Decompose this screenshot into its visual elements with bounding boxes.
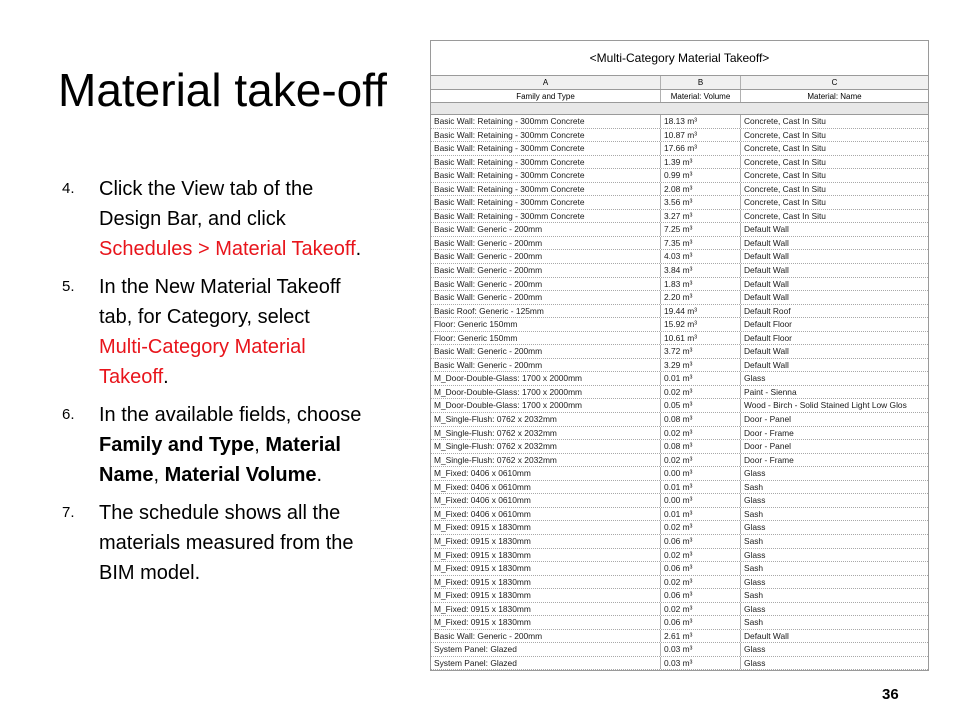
cell-material-name: Sash [744,563,764,574]
cell-volume: 17.66 m³ [661,142,741,155]
cell-material-name: Concrete, Cast In Situ [744,116,826,126]
step-number: 6. [62,406,75,423]
table-row [431,535,928,549]
cell-material-name: Door - Frame [744,427,794,438]
cell-family-type: Basic Wall: Generic - 200mm [431,345,661,358]
cell-volume: 3.29 m³ [661,359,741,372]
table-row [431,657,928,671]
cell-volume: 4.03 m³ [661,250,741,263]
table-row [431,386,928,400]
cell-volume: 2.08 m³ [661,183,741,196]
table-row [431,305,928,319]
table-row [431,278,928,292]
table-row [431,630,928,644]
cell-family-type: M_Door-Double-Glass: 1700 x 2000mm [431,386,661,399]
table-row [431,454,928,468]
column-letter: B [661,76,741,89]
cell-volume: 0.06 m³ [661,589,741,602]
table-row [431,250,928,264]
step-text: . [163,366,169,388]
cell-volume: 0.03 m³ [661,657,741,670]
cell-family-type: M_Fixed: 0406 x 0610mm [431,467,661,480]
table-row [431,643,928,657]
cell-family-type: M_Door-Double-Glass: 1700 x 2000mm [431,399,661,412]
cell-material-name: Glass [744,576,766,587]
cell-volume: 1.83 m³ [661,278,741,291]
cell-material-name: Default Wall [744,278,789,289]
cell-material-name: Glass [744,644,766,655]
cell-material-name: Concrete, Cast In Situ [744,183,826,194]
cell-volume: 3.84 m³ [661,264,741,277]
column-letter-row [431,76,928,90]
table-row [431,142,928,156]
table-row [431,440,928,454]
cell-material-name: Default Wall [744,630,789,641]
cell-volume: 0.02 m³ [661,603,741,616]
table-row [431,603,928,617]
table-row [431,210,928,224]
highlight-text: Schedules > Material Takeoff [99,238,356,260]
cell-material-name: Default Wall [744,251,789,262]
cell-family-type: M_Fixed: 0915 x 1830mm [431,535,661,548]
cell-volume: 0.99 m³ [661,169,741,182]
cell-family-type: Floor: Generic 150mm [431,332,661,345]
table-row [431,359,928,373]
cell-family-type: Basic Wall: Retaining - 300mm Concrete [431,210,661,223]
cell-family-type: Basic Wall: Generic - 200mm [431,237,661,250]
cell-volume: 0.02 m³ [661,549,741,562]
cell-material-name: Concrete, Cast In Situ [744,129,826,140]
schedule-body [431,115,928,670]
cell-volume: 18.13 m³ [661,115,741,128]
cell-material-name: Paint - Sienna [744,386,797,397]
cell-volume: 0.01 m³ [661,372,741,385]
cell-volume: 0.08 m³ [661,440,741,453]
cell-material-name: Default Wall [744,265,789,276]
cell-volume: 7.35 m³ [661,237,741,250]
cell-material-name: Default Wall [744,346,789,357]
cell-material-name: Glass [744,657,766,668]
cell-family-type: Basic Wall: Retaining - 300mm Concrete [431,115,661,128]
table-row [431,562,928,576]
cell-material-name: Concrete, Cast In Situ [744,170,826,181]
cell-family-type: M_Fixed: 0406 x 0610mm [431,481,661,494]
cell-family-type: M_Fixed: 0406 x 0610mm [431,494,661,507]
cell-material-name: Glass [744,373,766,384]
material-takeoff-schedule [430,40,929,671]
cell-family-type: System Panel: Glazed [431,643,661,656]
cell-material-name: Default Floor [744,319,792,330]
cell-volume: 0.08 m³ [661,413,741,426]
column-header-family-type: Family and Type [431,90,661,102]
table-row [431,332,928,346]
instruction-step [62,272,362,392]
cell-family-type: M_Single-Flush: 0762 x 2032mm [431,440,661,453]
table-row [431,576,928,590]
cell-volume: 0.02 m³ [661,386,741,399]
instruction-step [62,400,362,490]
step-text: Click the View tab of the Design Bar, and click [99,178,314,230]
table-row [431,521,928,535]
cell-volume: 10.61 m³ [661,332,741,345]
cell-volume: 0.06 m³ [661,616,741,629]
cell-family-type: Basic Wall: Retaining - 300mm Concrete [431,183,661,196]
cell-family-type: Floor: Generic 150mm [431,318,661,331]
instruction-list [62,174,362,596]
table-row [431,589,928,603]
cell-volume: 19.44 m³ [661,305,741,318]
cell-volume: 0.02 m³ [661,521,741,534]
cell-family-type: M_Single-Flush: 0762 x 2032mm [431,413,661,426]
cell-family-type: M_Fixed: 0915 x 1830mm [431,562,661,575]
table-row [431,494,928,508]
cell-family-type: Basic Wall: Retaining - 300mm Concrete [431,196,661,209]
table-row [431,169,928,183]
cell-volume: 0.01 m³ [661,481,741,494]
column-header-material-name: Material: Name [807,92,862,101]
cell-volume: 3.72 m³ [661,345,741,358]
cell-family-type: Basic Wall: Retaining - 300mm Concrete [431,156,661,169]
table-row [431,372,928,386]
step-number: 5. [62,278,75,295]
slide-title: Material take-off [58,64,387,116]
column-header-volume: Material: Volume [661,90,741,102]
cell-volume: 0.05 m³ [661,399,741,412]
cell-material-name: Sash [744,535,764,546]
column-letter: A [431,76,661,89]
cell-volume: 3.56 m³ [661,196,741,209]
table-row [431,196,928,210]
step-text: , [153,464,165,486]
table-row [431,413,928,427]
cell-family-type: Basic Wall: Generic - 200mm [431,630,661,643]
cell-family-type: M_Fixed: 0406 x 0610mm [431,508,661,521]
cell-material-name: Default Wall [744,237,789,248]
cell-family-type: M_Fixed: 0915 x 1830mm [431,521,661,534]
cell-family-type: Basic Wall: Generic - 200mm [431,291,661,304]
bold-text: Material Name [99,434,341,486]
cell-material-name: Glass [744,522,766,533]
cell-family-type: M_Fixed: 0915 x 1830mm [431,616,661,629]
header-spacer [431,103,928,115]
cell-volume: 2.20 m³ [661,291,741,304]
cell-material-name: Default Wall [744,292,789,303]
cell-material-name: Door - Panel [744,414,792,425]
cell-family-type: Basic Wall: Generic - 200mm [431,278,661,291]
table-row [431,264,928,278]
cell-family-type: M_Fixed: 0915 x 1830mm [431,576,661,589]
table-row [431,223,928,237]
cell-material-name: Default Wall [744,359,789,370]
table-row [431,115,928,129]
table-row [431,291,928,305]
cell-volume: 0.02 m³ [661,427,741,440]
cell-material-name: Glass [744,549,766,560]
cell-family-type: Basic Wall: Generic - 200mm [431,264,661,277]
column-letter: C [831,78,838,87]
cell-family-type: Basic Wall: Generic - 200mm [431,250,661,263]
cell-material-name: Sash [744,590,764,601]
cell-material-name: Default Floor [744,332,792,343]
table-row [431,237,928,251]
step-number: 4. [62,180,75,197]
step-text: . [355,238,362,260]
cell-volume: 10.87 m³ [661,129,741,142]
cell-family-type: Basic Wall: Retaining - 300mm Concrete [431,142,661,155]
step-text: In the New Material Takeoff tab, for Category, select [99,276,341,328]
highlight-text: Multi-Category Material Takeoff [99,336,306,388]
step-text: . [316,464,323,486]
table-row [431,399,928,413]
cell-volume: 0.00 m³ [661,467,741,480]
cell-family-type: System Panel: Glazed [431,657,661,670]
cell-material-name: Glass [744,495,766,506]
cell-volume: 0.03 m³ [661,643,741,656]
bold-text: Family and Type [99,434,255,456]
cell-material-name: Door - Panel [744,441,792,452]
cell-volume: 7.25 m³ [661,223,741,236]
cell-volume: 0.06 m³ [661,562,741,575]
cell-volume: 0.01 m³ [661,508,741,521]
cell-material-name: Wood - Birch - Solid Stained Light Low Glos [744,400,907,411]
cell-material-name: Default Wall [744,224,789,235]
table-row [431,616,928,630]
cell-volume: 0.02 m³ [661,454,741,467]
cell-material-name: Sash [744,617,764,628]
table-row [431,129,928,143]
cell-family-type: M_Single-Flush: 0762 x 2032mm [431,454,661,467]
cell-family-type: Basic Wall: Retaining - 300mm Concrete [431,129,661,142]
table-row [431,549,928,563]
table-row [431,156,928,170]
table-row [431,345,928,359]
cell-material-name: Sash [744,508,764,519]
table-row [431,427,928,441]
cell-family-type: Basic Wall: Generic - 200mm [431,359,661,372]
cell-volume: 15.92 m³ [661,318,741,331]
cell-material-name: Concrete, Cast In Situ [744,210,826,221]
table-row [431,481,928,495]
cell-volume: 0.00 m³ [661,494,741,507]
cell-material-name: Default Roof [744,305,791,316]
step-text: In the available fields, choose [99,404,362,426]
cell-material-name: Glass [744,468,766,479]
cell-family-type: Basic Wall: Generic - 200mm [431,223,661,236]
cell-family-type: M_Fixed: 0915 x 1830mm [431,603,661,616]
step-text: The schedule shows all the materials measured from the BIM model. [99,502,354,584]
page-number: 36 [882,686,899,703]
table-row [431,183,928,197]
cell-family-type: Basic Wall: Retaining - 300mm Concrete [431,169,661,182]
cell-material-name: Sash [744,481,764,492]
instruction-step [62,174,362,264]
cell-family-type: M_Door-Double-Glass: 1700 x 2000mm [431,372,661,385]
cell-volume: 0.02 m³ [661,576,741,589]
instruction-step [62,498,362,588]
cell-family-type: Basic Roof: Generic - 125mm [431,305,661,318]
table-row [431,508,928,522]
cell-volume: 3.27 m³ [661,210,741,223]
table-row [431,467,928,481]
schedule-title: <Multi-Category Material Takeoff> [431,41,928,76]
cell-material-name: Concrete, Cast In Situ [744,143,826,154]
table-row [431,318,928,332]
cell-material-name: Door - Frame [744,454,794,465]
step-text: , [254,434,266,456]
step-number: 7. [62,504,75,521]
column-header-row [431,90,928,103]
cell-family-type: M_Fixed: 0915 x 1830mm [431,589,661,602]
cell-volume: 0.06 m³ [661,535,741,548]
cell-material-name: Concrete, Cast In Situ [744,156,826,167]
bold-text: Material Volume [164,464,317,486]
cell-material-name: Glass [744,603,766,614]
cell-material-name: Concrete, Cast In Situ [744,197,826,208]
cell-family-type: M_Fixed: 0915 x 1830mm [431,549,661,562]
cell-family-type: M_Single-Flush: 0762 x 2032mm [431,427,661,440]
cell-volume: 1.39 m³ [661,156,741,169]
cell-volume: 2.61 m³ [661,630,741,643]
